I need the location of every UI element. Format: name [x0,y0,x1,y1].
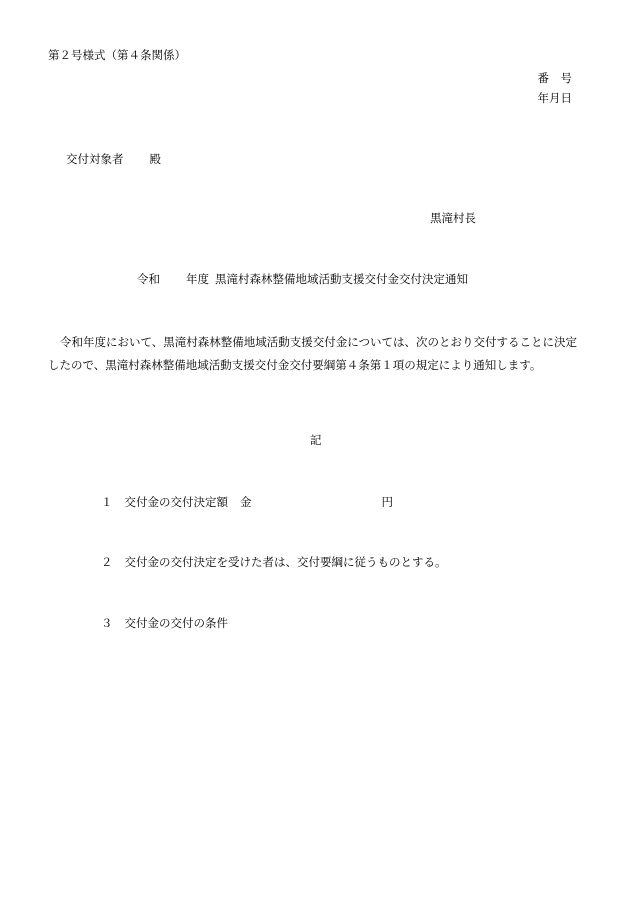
recipient-line [66,154,161,166]
item-3 [101,618,228,630]
body-text: 年度において、黒滝村森林整備地域活動支援交付金については、次のとおり交付することに決定したので、黒滝村森林整備地域活動支援交付金交付要綱第４条第１項の規定により通知します。 [48,335,578,372]
item-2 [101,557,447,569]
ki-heading: 記 [310,433,322,447]
item-3-number: ３ [101,616,113,630]
document-number-label: 番 号 [537,71,572,85]
recipient-honorific: 殿 [149,152,161,166]
item-1-amount-prefix: 金 [240,495,252,509]
body-era: 令和 [60,335,83,349]
item-1-text: 交付金の交付決定額 [124,495,228,509]
title-era: 令和 [137,272,160,286]
item-1-amount-suffix: 円 [381,495,393,509]
item-1 [101,497,393,509]
body-paragraph [48,331,580,377]
document-title [137,274,468,286]
item-2-number: ２ [101,555,113,569]
recipient-label: 交付対象者 [66,152,124,166]
form-label: 第２号様式（第４条関係） [48,48,186,62]
title-name: 黒滝村森林整備地域活動支援交付金交付決定通知 [215,272,468,286]
sender-name: 黒滝村長 [430,211,476,225]
item-2-text: 交付金の交付決定を受けた者は、交付要綱に従うものとする。 [124,555,447,569]
title-year-suffix: 年度 [186,272,209,286]
item-1-number: １ [101,495,113,509]
item-3-text: 交付金の交付の条件 [124,616,228,630]
document-date-label: 年月日 [537,91,572,105]
